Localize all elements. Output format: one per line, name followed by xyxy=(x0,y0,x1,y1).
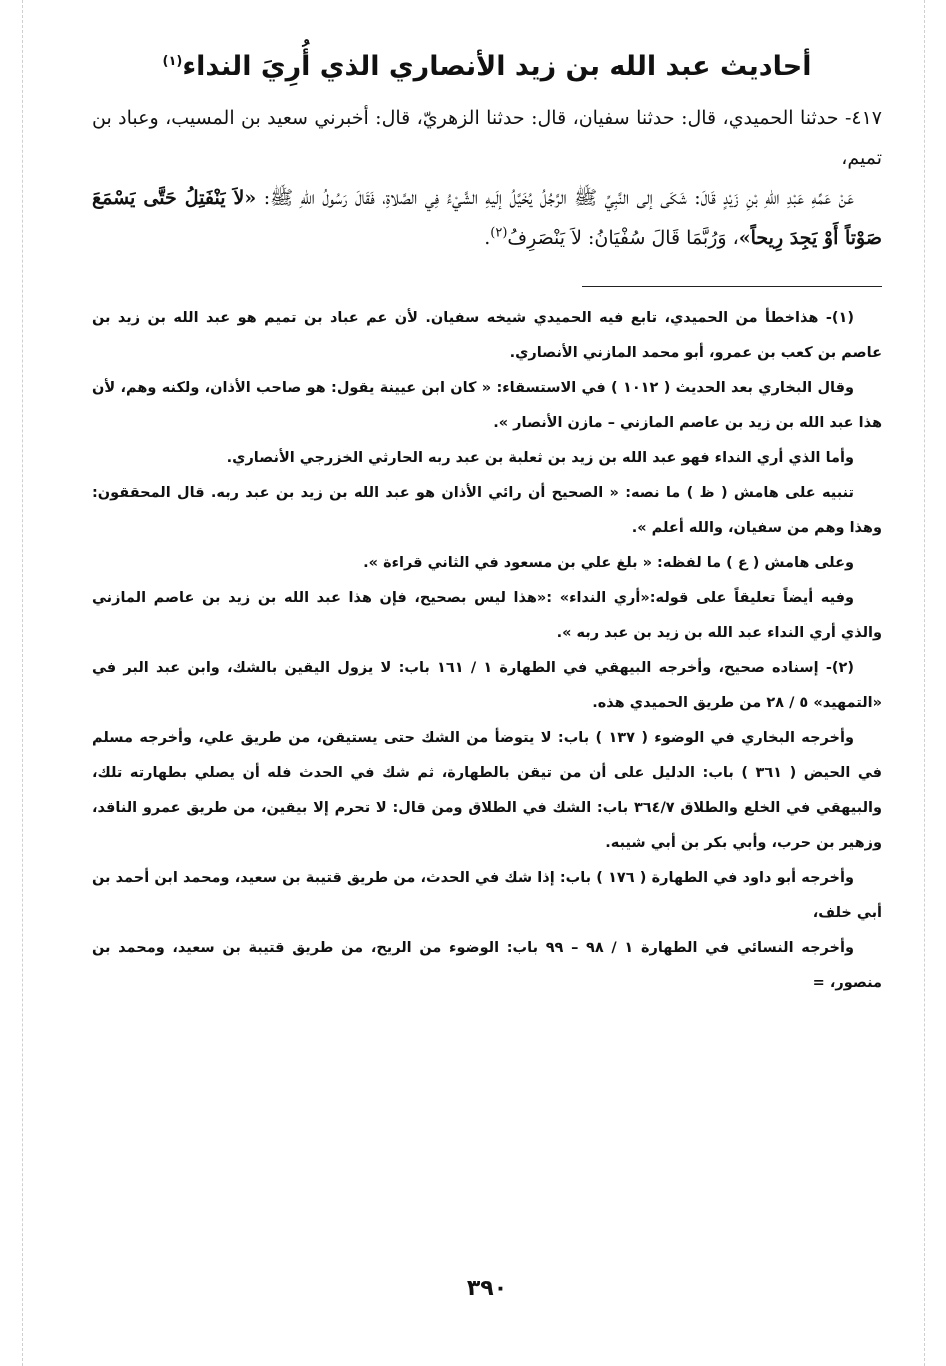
footnote-paragraph: (١)- هذاخطأ من الحميدي، تابع فيه الحميدي شيخه سفيان. لأن عم عباد بن تميم هو عبد الله بن زيد بن عاصم بن كعب بن عمرو، أبو محمد المازني الأنصاري. xyxy=(92,310,882,361)
document-page xyxy=(92,28,882,1338)
footnote-paragraph: وعلى هامش ( ع ) ما لفظه: « بلغ علي بن مسعود في الثاني قراءة ». xyxy=(363,555,854,571)
footnote-paragraph: وأما الذي أري النداء فهو عبد الله بن زيد بن ثعلبة بن عبد ربه الحارثي الخزرجي الأنصاري. xyxy=(226,450,854,466)
hadith-number: ٤١٧ xyxy=(851,107,882,129)
footnote-paragraph: وفيه أيضاً تعليقاً على قوله:«أري النداء» :«هذا ليس بصحيح، فإن هذا عبد الله بن زيد بن عاصم المازني والذي أري النداء عبد الله بن زيد بن عبد ربه ». xyxy=(92,590,882,641)
matn-end: ، وَرُبَّمَا قَالَ سُفْيَانُ: لاَ يَنْصَرِفُ xyxy=(507,227,739,249)
right-margin-guide xyxy=(924,0,925,1366)
footnote-paragraph: (٢)- إسناده صحيح، وأخرجه البيهقي في الطهارة ١ / ١٦١ باب: لا يزول اليقين بالشك، وابن عبد البر في «التمهيد» ٥ / ٢٨ من طريق الحميدي هذه. xyxy=(92,660,882,711)
footnote-paragraph: وأخرجه النسائي في الطهارة ١ / ٩٨ – ٩٩ باب: الوضوء من الريح، من طريق قتيبة بن سعيد، ومحمد بن منصور، = xyxy=(92,940,882,991)
matn-intro: عَنْ عَمِّهِ عَبْدِ اللهِ بْنِ زَيْدٍ قَالَ: شَكَى إلى النَّبِيِّ ﷺ الرَّجُلُ يُخَيَّلُ إلَيهِ الشَّيْءُ فِي الصَّلاةِ، فَقَالَ رَسُولُ اللهِ ﷺ: xyxy=(263,187,854,209)
footnote-paragraph: وقال البخاري بعد الحديث ( ١٠١٢ ) في الاستسقاء: « كان ابن عيينة يقول: هو صاحب الأذان، ولكنه وهم، لأن هذا عبد الله بن زيد بن عاصم المازني – مازن الأنصار ». xyxy=(92,380,882,431)
hadith-isnad xyxy=(92,98,882,178)
left-margin-guide xyxy=(22,0,23,1366)
title-text: أحاديث عبد الله بن زيد الأنصاري الذي أُرِيَ النداء xyxy=(182,51,812,82)
hadith-matn xyxy=(92,178,882,258)
matn-footnote-marker: (٢) xyxy=(490,225,508,241)
footnote-separator xyxy=(582,286,882,287)
isnad-text: - حدثنا الحميدي، قال: حدثنا سفيان، قال: حدثنا الزهريّ، قال: أخبرني سعيد بن المسيب، وعباد بن تميم، xyxy=(92,107,882,169)
page-number: ٣٩٠ xyxy=(466,1276,508,1301)
footnote-paragraph: وأخرجه البخاري في الوضوء ( ١٣٧ ) باب: لا يتوضأ من الشك حتى يستيقن، من طريق علي، وأخرجه مسلم في الحيض ( ٣٦١ ) باب: الدليل على أن من تيقن بالطهارة، ثم شك في الحدث فله أن يصلي بطهارته تلك، والبيهقي في الخلع والطلاق ٣٦٤/٧ باب: الشك في الطلاق ومن قال: لا تحرم إلا بيقين، من طريق عمرو الناقد، وزهير بن حرب، وأبي بكر بن أبي شيبه. xyxy=(92,730,882,851)
matn-period: . xyxy=(484,227,491,249)
prophetic-quote: «لاَ يَنْفَتِلُ حَتَّى يَسْمَعَ صَوْتاً أَوْ يَجِدَ رِيحاً» xyxy=(92,187,882,249)
footnote-paragraph: وأخرجه أبو داود في الطهارة ( ١٧٦ ) باب: إذا شك في الحدث، من طريق قتيبة بن سعيد، ومحمد ابن أحمد بن أبي خلف، xyxy=(92,870,882,921)
title-footnote-marker: (١) xyxy=(162,54,183,69)
page-title xyxy=(92,44,882,90)
footnote-paragraph: تنبيه على هامش ( ظ ) ما نصه: « الصحيح أن رائي الأذان هو عبد الله بن زيد بن عبد ربه. قال المحققون: وهذا وهم من سفيان، والله أعلم ». xyxy=(92,485,882,536)
